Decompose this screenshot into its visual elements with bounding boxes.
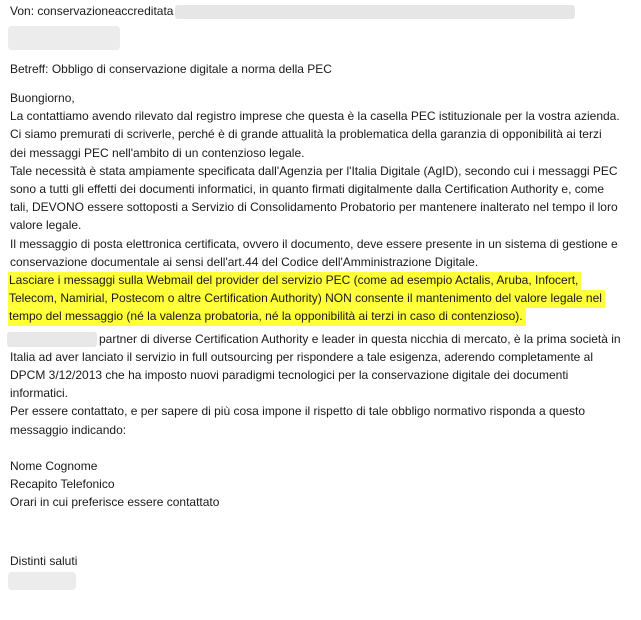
- field-contact-hours: Orari in cui preferisce essere contattato: [10, 495, 220, 510]
- highlight-line: Lasciare i messaggi sulla Webmail del provider del servizio PEC (come ad esempio Actalis, Aruba, Infocert,: [8, 272, 581, 290]
- redacted-recipient: [8, 26, 120, 50]
- body-line: partner di diverse Certification Authority e leader in questa nicchia di mercato, è la prima società in: [99, 331, 621, 346]
- body-line: informatici.: [10, 386, 69, 401]
- paragraph-cad: [10, 235, 634, 271]
- body-line: tali, DEVONO essere sottoposti a Servizio di Consolidamento Probatorio per mantenere inalterato nel tempo il loro: [10, 200, 618, 215]
- redacted-sender: [175, 5, 575, 19]
- subject-line: [10, 61, 332, 77]
- from-label: Von:: [10, 4, 35, 18]
- highlighted-paragraph: [10, 271, 634, 326]
- body-line: DPCM 3/12/2013 che ha imposto nuovi paradigmi tecnologici per la conservazione digitale dei documenti: [10, 368, 569, 383]
- body-line: Tale necessità è stata ampiamente specificata dall'Agenzia per l'Italia Digitale (AgID), secondo cui i messaggi PEC: [10, 163, 618, 178]
- paragraph-agid: [10, 162, 634, 235]
- requested-fields: [10, 457, 634, 512]
- body-line: Il messaggio di posta elettronica certificata, ovvero il documento, deve essere presente in un sistema di gestione e: [10, 236, 618, 251]
- body-line: Italia ad aver lanciato il servizio in full outsourcing per rispondere a tale esigenza, aderendo completamente al: [10, 349, 594, 364]
- from-address: conservazioneaccreditata: [37, 4, 174, 18]
- highlight-line: Telecom, Namirial, Postecom o altre Certification Authority) NON consente il mantenimento del valore legale nel: [8, 290, 605, 308]
- signoff: Distinti saluti: [10, 553, 78, 568]
- subject-text: Obbligo di conservazione digitale a norma della PEC: [51, 62, 332, 76]
- highlight-line: tempo del messaggio (né la valenza probatoria, né la opponibilità ai terzi in caso di contenzioso).: [8, 308, 526, 326]
- body-line: conservazione documentale ai sensi dell'art.44 del Codice dell'Amministrazione Digitale.: [10, 254, 479, 269]
- field-name: Nome Cognome: [10, 459, 98, 474]
- paragraph-intro: [10, 107, 634, 162]
- body-line: La contattiamo avendo rilevato dal registro imprese che questa è la casella PEC istituzionale per la vostra azienda.: [10, 109, 620, 124]
- body-line: sono a tutti gli effetti dei documenti informatici, in quanto firmati digitalmente dalla Certification Authority e, come: [10, 182, 605, 197]
- paragraph-company: [10, 330, 634, 403]
- paragraph-contact: [10, 402, 634, 438]
- redacted-company-name: [7, 332, 97, 347]
- field-phone: Recapito Telefonico: [10, 477, 115, 492]
- body-line: dei messaggi PEC nell'ambito di un contenzioso legale.: [10, 145, 305, 160]
- redacted-signature: [8, 572, 76, 590]
- body-line: messaggio indicando:: [10, 422, 127, 437]
- body-line: valore legale.: [10, 218, 82, 233]
- from-header: [10, 4, 575, 19]
- subject-label: Betreff:: [10, 62, 49, 76]
- body-line: Per essere contattato, e per sapere di più cosa impone il rispetto di tale obbligo normativo risponda a questo: [10, 404, 586, 419]
- greeting: Buongiorno,: [10, 91, 75, 105]
- message-body: [10, 89, 634, 590]
- body-line: Ci siamo premurati di scriverle, perché è di grande attualità la problematica della garanzia di opponibilità ai terzi: [10, 127, 602, 142]
